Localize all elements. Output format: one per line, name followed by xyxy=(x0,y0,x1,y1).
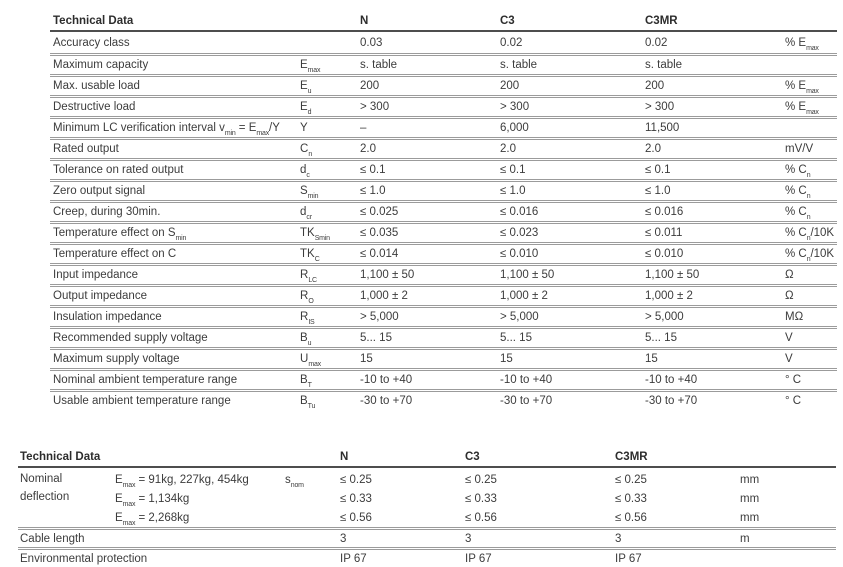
value-c3mr: 5... 15 xyxy=(645,332,677,344)
value-c3mr: 1,100 ± 50 xyxy=(645,269,700,281)
value-c3: ≤ 0.25 xyxy=(465,473,497,486)
value-c3mr: 2.0 xyxy=(645,143,661,155)
row-unit: Ω xyxy=(785,269,794,281)
row-label: Output impedance xyxy=(53,290,147,302)
value-n: > 300 xyxy=(360,101,390,113)
value-n: s. table xyxy=(360,59,398,71)
row-unit: ° C xyxy=(785,395,802,407)
table-row xyxy=(50,326,837,347)
row-symbol: Y xyxy=(300,122,308,134)
row-unit: mm xyxy=(740,492,760,505)
value-c3mr: ≤ 0.33 xyxy=(615,492,647,505)
row-unit: % $C_n$ xyxy=(785,185,811,201)
value-c3mr: 200 xyxy=(645,80,665,92)
table-row xyxy=(50,32,837,53)
value-n: > 5,000 xyxy=(360,311,399,323)
value-n: IP 67 xyxy=(340,552,367,565)
value-c3: 1,100 ± 50 xyxy=(500,269,555,281)
value-c3: 0.02 xyxy=(500,36,523,49)
table1-body xyxy=(50,32,837,410)
value-c3: s. table xyxy=(500,59,538,71)
value-c3mr: s. table xyxy=(645,59,683,71)
row-symbol: $E_{max}$ xyxy=(300,59,321,75)
row-unit: % $C_n/10K$ xyxy=(785,227,835,243)
value-n: – xyxy=(360,122,367,134)
row-symbol: $S_{min}$ xyxy=(300,185,319,201)
value-n: 3 xyxy=(340,532,347,545)
row-label: Tolerance on rated output xyxy=(53,164,184,176)
table-row xyxy=(50,242,837,263)
value-c3mr: ≤ 0.56 xyxy=(615,511,647,524)
row-unit: m xyxy=(740,532,750,545)
row-label: Usable ambient temperature range xyxy=(53,395,231,407)
value-c3: ≤ 1.0 xyxy=(500,185,526,197)
table1-col-header-n: N xyxy=(360,15,369,27)
value-c3: -30 to +70 xyxy=(500,395,553,407)
row-unit: % $C_n$ xyxy=(785,206,811,222)
deflection-line xyxy=(115,508,836,527)
value-n: ≤ 0.33 xyxy=(340,492,372,505)
row-label: Temperature effect on C xyxy=(53,248,177,260)
value-c3: > 5,000 xyxy=(500,311,539,323)
table2-header-row xyxy=(18,448,836,468)
value-c3mr: 0.02 xyxy=(645,36,668,49)
row-symbol: $R_{IS}$ xyxy=(300,311,315,327)
table-row xyxy=(50,116,837,137)
table2-col-header-c3: C3 xyxy=(465,451,480,463)
table-row xyxy=(50,179,837,200)
row-label: Environmental protection xyxy=(20,552,148,565)
row-label: Cable length xyxy=(20,532,85,545)
row-label: Zero output signal xyxy=(53,185,146,197)
value-c3mr: ≤ 0.011 xyxy=(645,227,683,239)
capacity-sublabel: $E_{max} = 2,268kg$ xyxy=(115,511,190,527)
table1-title: Technical Data xyxy=(53,15,134,27)
row-symbol: $B_u$ xyxy=(300,332,312,348)
value-c3mr: 11,500 xyxy=(645,122,680,134)
value-n: 0.03 xyxy=(360,36,383,49)
table2-body xyxy=(18,527,836,567)
table-row xyxy=(50,263,837,284)
row-unit: ° C xyxy=(785,374,802,386)
row-symbol: $R_O$ xyxy=(300,290,314,306)
row-symbol: $C_n$ xyxy=(300,143,313,159)
value-c3: 5... 15 xyxy=(500,332,532,344)
row-symbol: $d_{cr}$ xyxy=(300,206,312,222)
value-c3mr: 3 xyxy=(615,532,622,545)
value-n: -30 to +70 xyxy=(360,395,413,407)
table-row xyxy=(50,200,837,221)
table2-col-header-c3mr: C3MR xyxy=(615,451,648,463)
table-row xyxy=(50,95,837,116)
value-n: ≤ 0.035 xyxy=(360,227,399,239)
table1-header-row xyxy=(50,12,837,32)
value-c3mr: -10 to +40 xyxy=(645,374,698,386)
value-c3mr: > 300 xyxy=(645,101,675,113)
row-symbol: $B_{Tu}$ xyxy=(300,395,316,411)
table-row xyxy=(50,305,837,326)
row-label: Maximum supply voltage xyxy=(53,353,180,365)
value-c3: ≤ 0.023 xyxy=(500,227,539,239)
value-n: ≤ 0.56 xyxy=(340,511,372,524)
value-n: ≤ 1.0 xyxy=(360,185,386,197)
value-c3: IP 67 xyxy=(465,552,492,565)
table-row xyxy=(50,137,837,158)
technical-data-table-main xyxy=(50,12,837,410)
row-symbol: $s_{nom}$ xyxy=(285,473,304,489)
row-label: Accuracy class xyxy=(53,36,130,49)
deflection-line xyxy=(115,470,836,489)
table-row xyxy=(50,284,837,305)
value-c3mr: -30 to +70 xyxy=(645,395,698,407)
value-n: ≤ 0.25 xyxy=(340,473,372,486)
row-unit: mV/V xyxy=(785,143,814,155)
row-symbol: $d_c$ xyxy=(300,164,310,180)
row-unit: MΩ xyxy=(785,311,804,323)
value-c3: ≤ 0.33 xyxy=(465,492,497,505)
row-unit: mm xyxy=(740,473,760,486)
value-n: 1,100 ± 50 xyxy=(360,269,415,281)
table2-col-header-n: N xyxy=(340,451,349,463)
table-row xyxy=(50,389,837,410)
table-row xyxy=(50,158,837,179)
row-symbol: $E_u$ xyxy=(300,80,312,96)
value-c3: 3 xyxy=(465,532,472,545)
row-label: Destructive load xyxy=(53,101,136,113)
row-label: Creep, during 30min. xyxy=(53,206,161,218)
value-c3mr: 1,000 ± 2 xyxy=(645,290,693,302)
value-c3: ≤ 0.1 xyxy=(500,164,526,176)
table-row xyxy=(50,74,837,95)
table-row xyxy=(50,368,837,389)
nominal-deflection-label-line1: Nominal xyxy=(20,473,63,485)
value-n: 200 xyxy=(360,80,380,92)
row-label: Insulation impedance xyxy=(53,311,162,323)
value-c3: 6,000 xyxy=(500,122,529,134)
row-label: Maximum capacity xyxy=(53,59,149,71)
value-c3: > 300 xyxy=(500,101,530,113)
nominal-deflection-label-line2: deflection xyxy=(20,491,70,503)
value-n: 1,000 ± 2 xyxy=(360,290,408,302)
row-label: Minimum LC verification interval $v_{min} = E_{max}/Y$ xyxy=(53,122,280,138)
table-row xyxy=(50,347,837,368)
value-c3: 15 xyxy=(500,353,513,365)
value-c3mr: ≤ 0.25 xyxy=(615,473,647,486)
nominal-deflection-group xyxy=(18,468,836,527)
table-row xyxy=(50,221,837,242)
row-label: Temperature effect on $S_{min}$ xyxy=(53,227,187,243)
value-n: 2.0 xyxy=(360,143,376,155)
value-c3mr: ≤ 1.0 xyxy=(645,185,671,197)
row-symbol: $TK_{Smin}$ xyxy=(300,227,330,243)
value-c3: 200 xyxy=(500,80,520,92)
nominal-deflection-label xyxy=(18,470,115,506)
value-c3: -10 to +40 xyxy=(500,374,553,386)
row-unit: % $E_{max}$ xyxy=(785,80,819,96)
row-unit: % $C_n/10K$ xyxy=(785,248,835,264)
value-c3mr: 15 xyxy=(645,353,658,365)
row-label: Nominal ambient temperature range xyxy=(53,374,238,386)
row-unit: % $E_{max}$ xyxy=(785,101,819,117)
deflection-line xyxy=(115,489,836,508)
value-n: 15 xyxy=(360,353,373,365)
row-label: Input impedance xyxy=(53,269,139,281)
row-symbol: $U_{max}$ xyxy=(300,353,321,369)
value-c3: ≤ 0.56 xyxy=(465,511,497,524)
capacity-sublabel: $E_{max} = 1,134kg$ xyxy=(115,492,190,508)
value-n: -10 to +40 xyxy=(360,374,413,386)
row-unit: V xyxy=(785,332,793,344)
row-symbol: $TK_C$ xyxy=(300,248,320,264)
technical-data-table-deflection xyxy=(18,448,836,567)
table-row xyxy=(18,527,836,547)
row-unit: Ω xyxy=(785,290,794,302)
capacity-sublabel: $E_{max} = 91kg$, 227kg, 454kg xyxy=(115,473,249,489)
row-label: Rated output xyxy=(53,143,119,155)
row-unit: % $E_{max}$ xyxy=(785,36,819,52)
value-c3: ≤ 0.016 xyxy=(500,206,539,218)
row-label: Recommended supply voltage xyxy=(53,332,208,344)
row-symbol: $B_T$ xyxy=(300,374,312,390)
row-symbol: $E_d$ xyxy=(300,101,312,117)
table2-title: Technical Data xyxy=(20,451,101,463)
value-c3: 2.0 xyxy=(500,143,516,155)
value-c3mr: > 5,000 xyxy=(645,311,684,323)
value-c3: ≤ 0.010 xyxy=(500,248,539,260)
value-n: ≤ 0.1 xyxy=(360,164,386,176)
value-c3mr: ≤ 0.1 xyxy=(645,164,671,176)
table-row xyxy=(50,53,837,74)
value-n: ≤ 0.025 xyxy=(360,206,399,218)
row-label: Max. usable load xyxy=(53,80,140,92)
value-n: ≤ 0.014 xyxy=(360,248,399,260)
row-unit: % $C_n$ xyxy=(785,164,811,180)
value-n: 5... 15 xyxy=(360,332,392,344)
table-row xyxy=(18,547,836,567)
row-unit: V xyxy=(785,353,793,365)
value-c3mr: ≤ 0.016 xyxy=(645,206,684,218)
table1-col-header-c3: C3 xyxy=(500,15,515,27)
value-c3mr: IP 67 xyxy=(615,552,642,565)
row-unit: mm xyxy=(740,511,760,524)
table1-col-header-c3mr: C3MR xyxy=(645,15,678,27)
value-c3: 1,000 ± 2 xyxy=(500,290,548,302)
value-c3mr: ≤ 0.010 xyxy=(645,248,684,260)
nominal-deflection-lines xyxy=(115,470,836,527)
row-symbol: $R_{LC}$ xyxy=(300,269,317,285)
